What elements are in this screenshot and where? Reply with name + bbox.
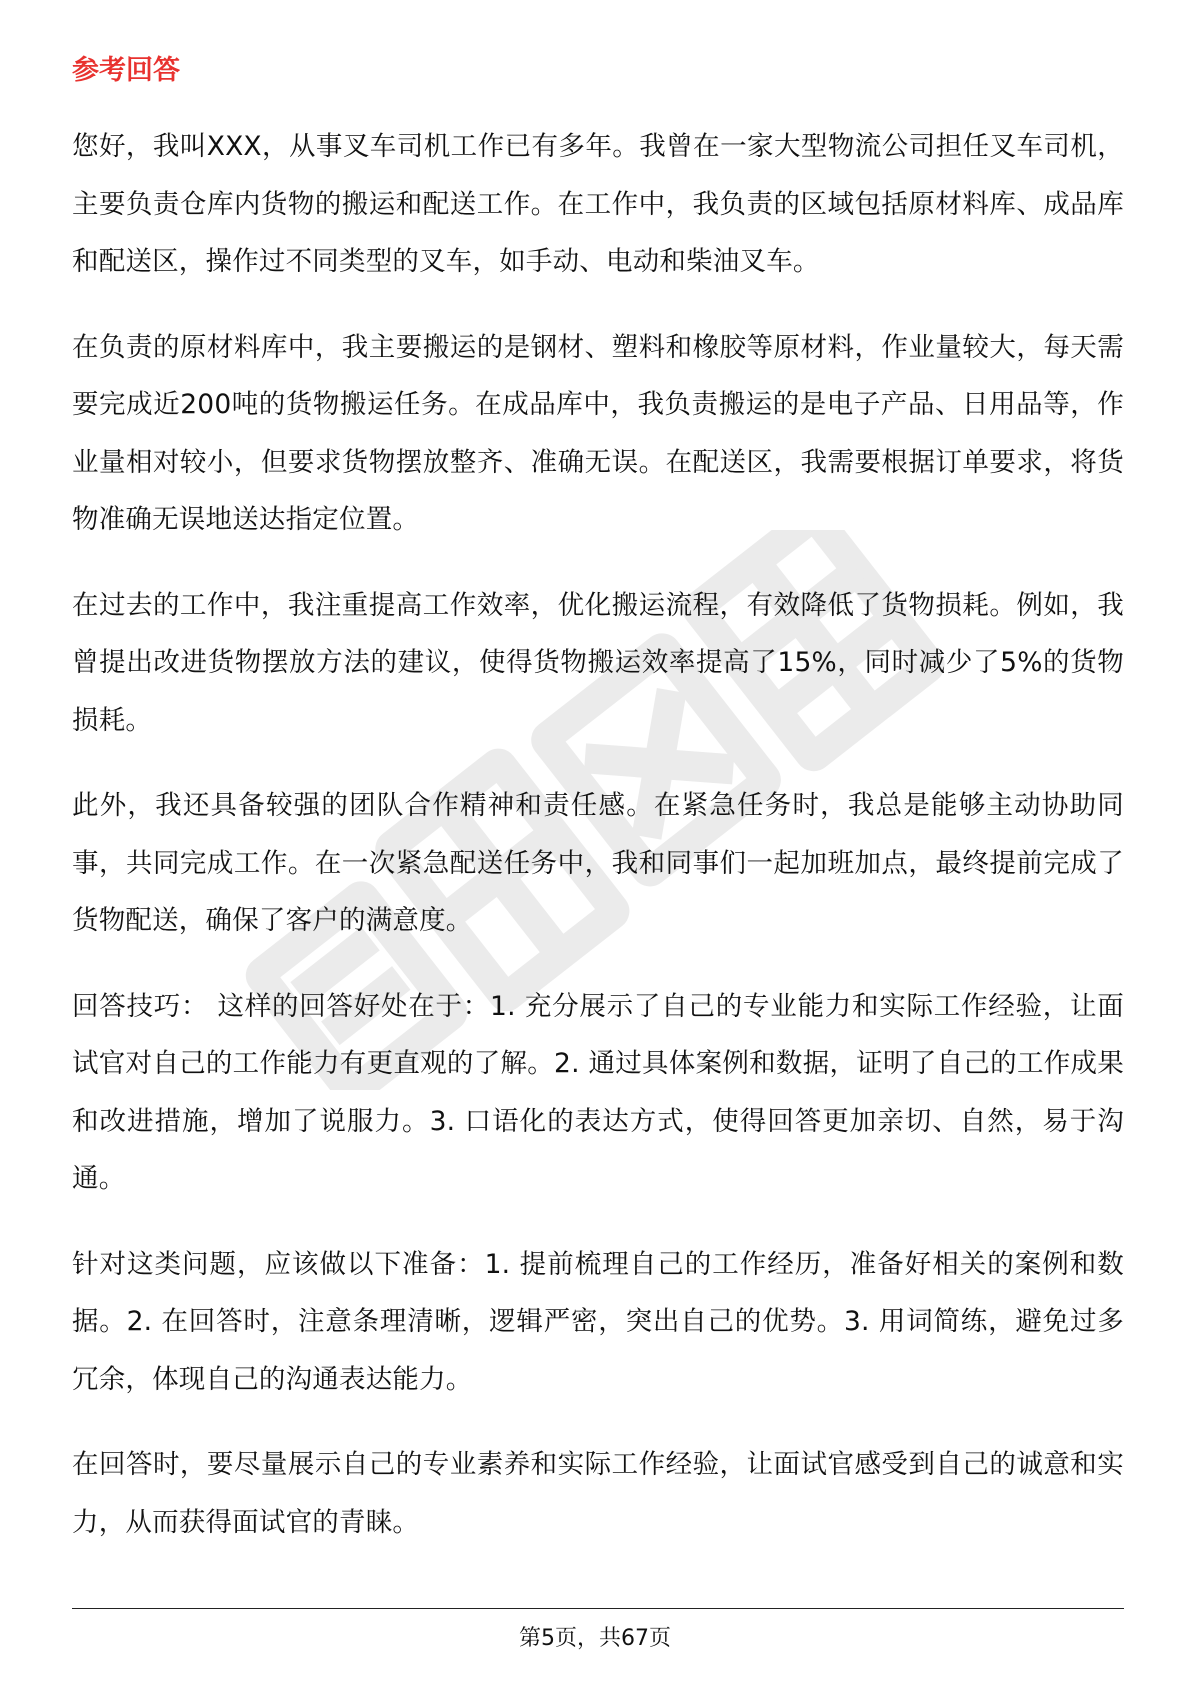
main-content — [72, 50, 1124, 1579]
paragraph-intro: 您好，我叫XXX，从事叉车司机工作已有多年。我曾在一家大型物流公司担任叉车司机，主要负责仓库内货物的搬运和配送工作。在工作中，我负责的区域包括原材料库、成品库和配送区，操作过不同类型的叉车，如手动、电动和柴油叉车。 — [72, 131, 1124, 277]
section-title: 参考回答 — [72, 55, 180, 86]
paragraph-efficiency: 在过去的工作中，我注重提高工作效率，优化搬运流程，有效降低了货物损耗。例如，我曾提出改进货物摆放方法的建议，使得货物搬运效率提高了15%，同时减少了5%的货物损耗。 — [72, 589, 1124, 736]
paragraph-teamwork: 此外，我还具备较强的团队合作精神和责任感。在紧急任务时，我总是能够主动协助同事，共同完成工作。在一次紧急配送任务中，我和同事们一起加班加点，最终提前完成了货物配送，确保了客户的满意度。 — [72, 790, 1124, 936]
paragraph-conclusion: 在回答时，要尽量展示自己的专业素养和实际工作经验，让面试官感受到自己的诚意和实力，从而获得面试官的青睐。 — [72, 1449, 1124, 1538]
paragraph-answer-tips: 回答技巧： 这样的回答好处在于：1. 充分展示了自己的专业能力和实际工作经验，让面试官对自己的工作能力有更直观的了解。2. 通过具体案例和数据，证明了自己的工作成果和改进措施，增加了说服力。3. 口语化的表达方式，使得回答更加亲切、自然，易于沟通。 — [72, 990, 1124, 1194]
page-number: 第5页，共67页 — [519, 1626, 671, 1651]
paragraph-preparation: 针对这类问题，应该做以下准备：1. 提前梳理自己的工作经历，准备好相关的案例和数据。2. 在回答时，注意条理清晰，逻辑严密，突出自己的优势。3. 用词简练，避免过多冗余，体现自己的沟通表达能力。 — [72, 1248, 1124, 1395]
paragraph-warehouse: 在负责的原材料库中，我主要搬运的是钢材、塑料和橡胶等原材料，作业量较大，每天需要完成近200吨的货物搬运任务。在成品库中，我负责搬运的是电子产品、日用品等，作业量相对较小，但要求货物摆放整齐、准确无误。在配送区，我需要根据订单要求，将货物准确无误地送达指定位置。 — [72, 331, 1124, 535]
footer-divider — [72, 1608, 1124, 1609]
